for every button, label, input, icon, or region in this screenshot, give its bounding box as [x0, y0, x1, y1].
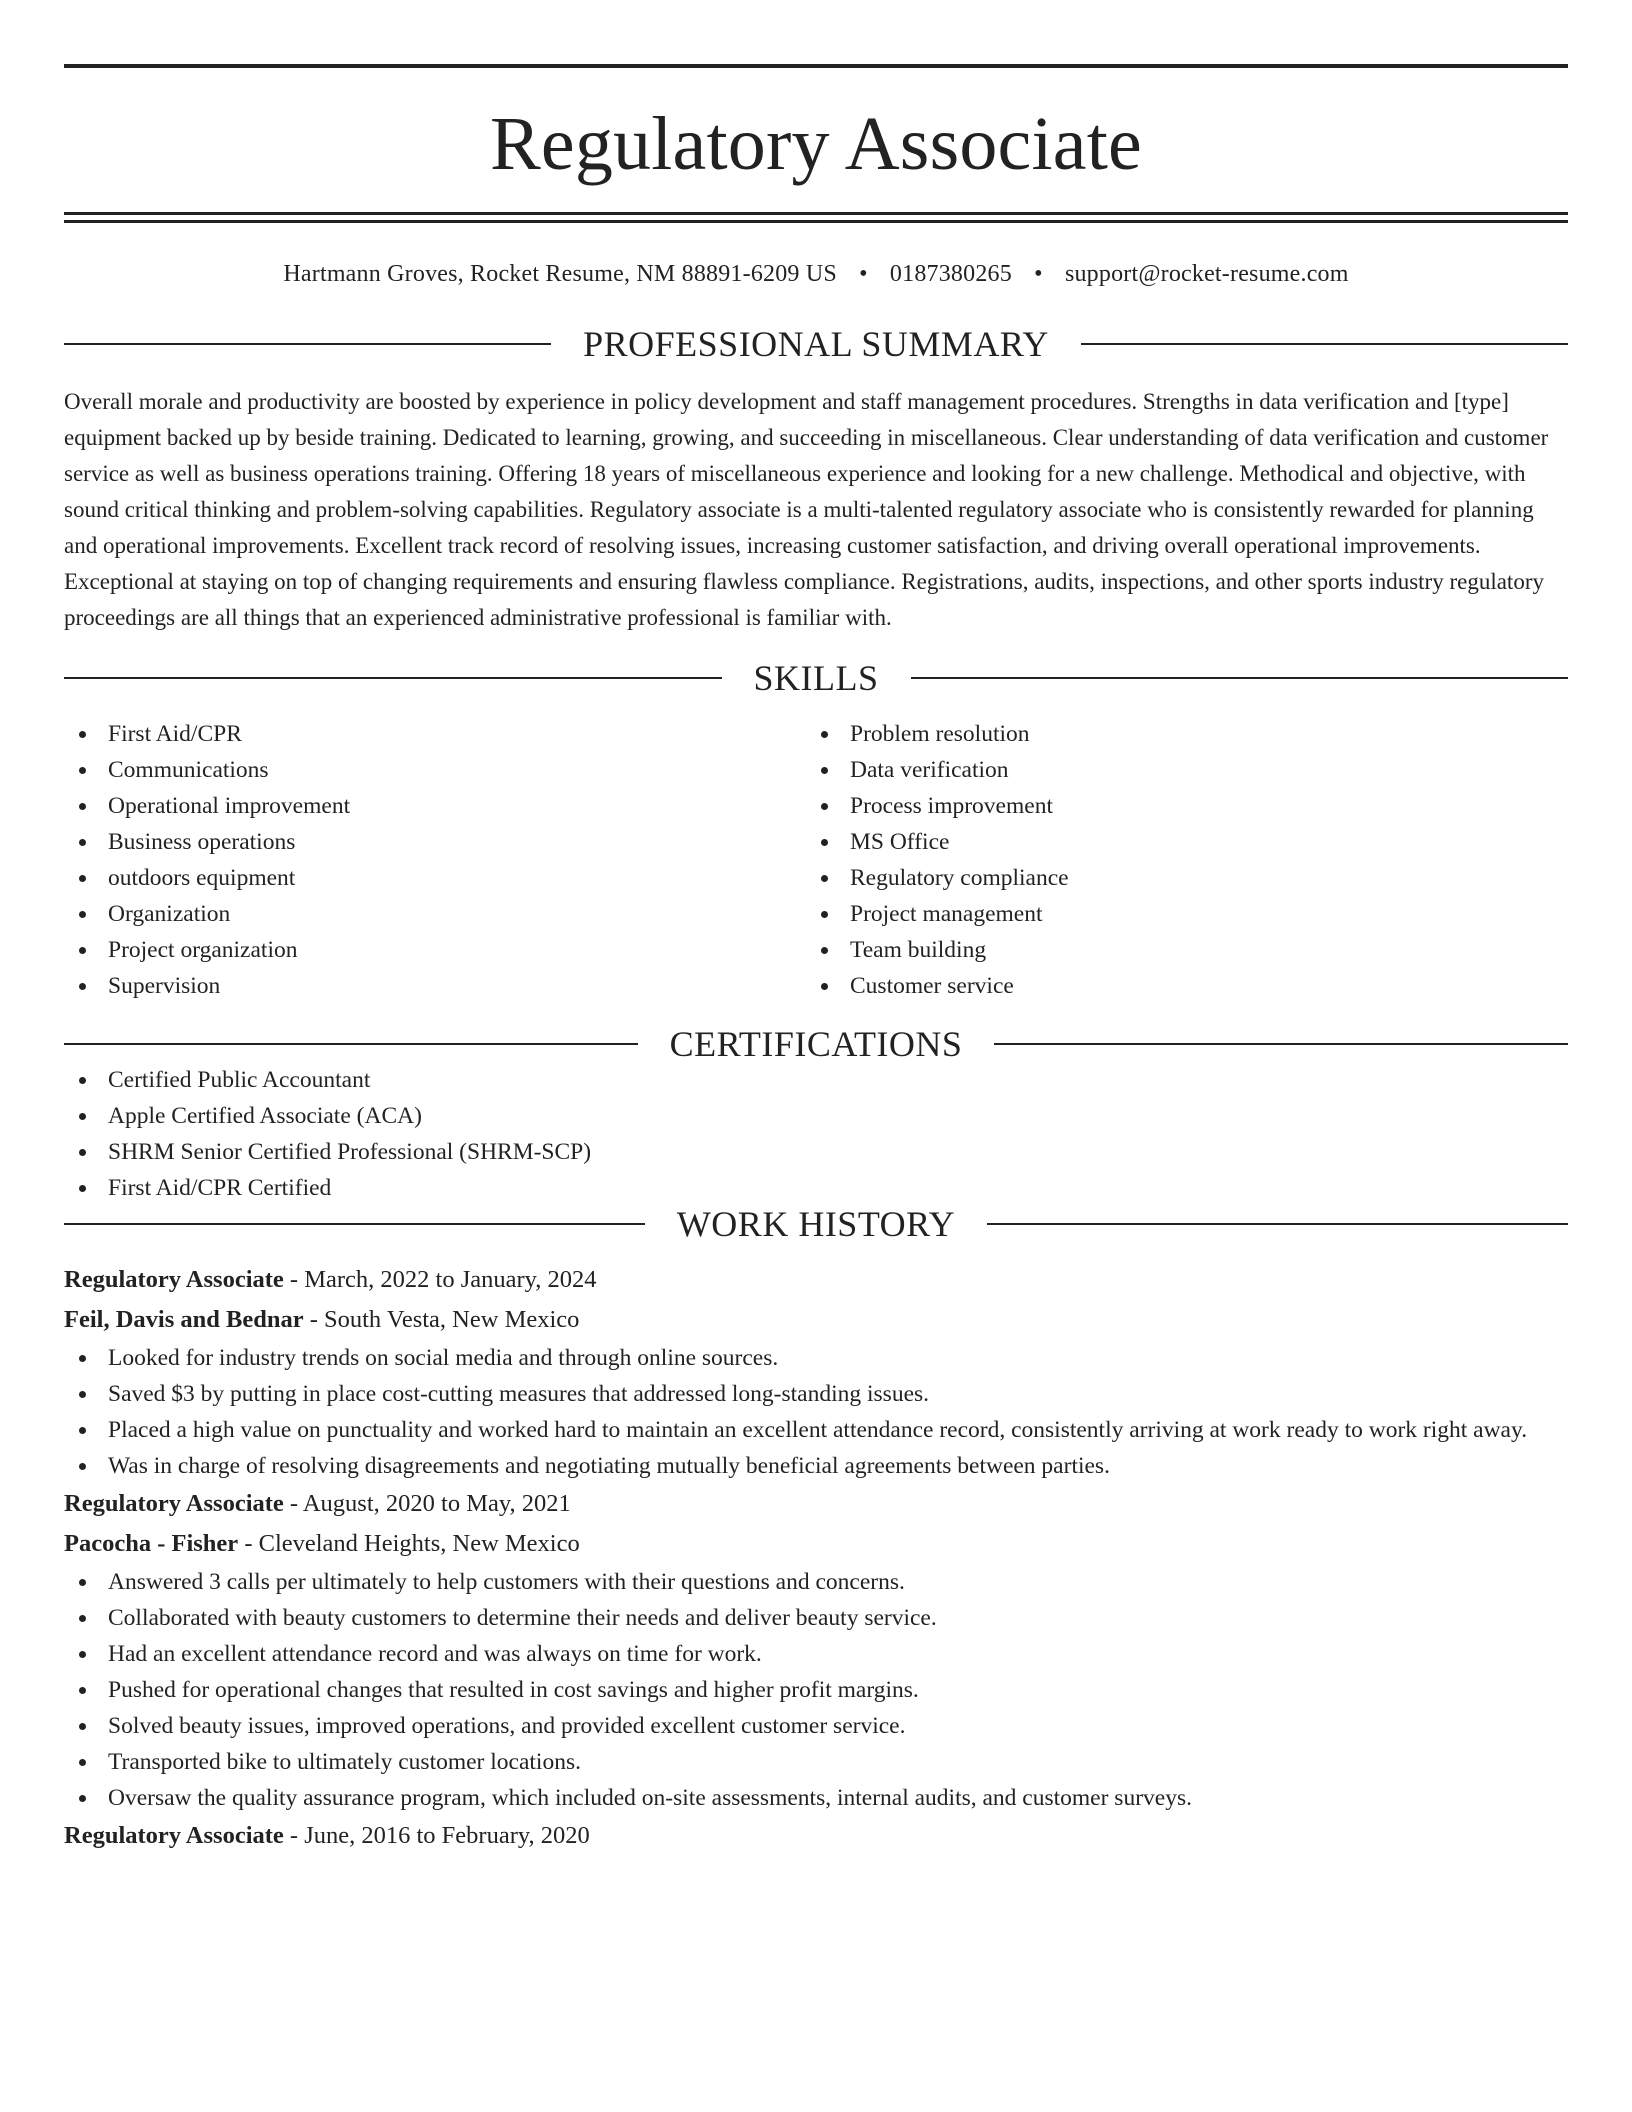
divider-line: [64, 343, 551, 345]
certifications-list: [64, 1062, 1568, 1206]
divider-line: [987, 1223, 1568, 1225]
section-title-certifications: CERTIFICATIONS: [669, 1024, 963, 1064]
job-bullet: Solved beauty issues, improved operations, and provided excellent customer service.: [64, 1708, 1568, 1744]
job-title: Regulatory Associate: [64, 1266, 284, 1293]
skill-item: outdoors equipment: [64, 860, 806, 896]
resume-page: [64, 64, 1568, 1856]
job-title: Regulatory Associate: [64, 1490, 284, 1517]
section-title-work-history: WORK HISTORY: [676, 1204, 956, 1244]
job-bullet: Had an excellent attendance record and was always on time for work.: [64, 1636, 1568, 1672]
skill-item: First Aid/CPR: [64, 716, 806, 752]
section-header-summary: [64, 326, 1568, 362]
skill-item: Business operations: [64, 824, 806, 860]
skill-item: Supervision: [64, 968, 806, 1004]
divider-line: [994, 1043, 1568, 1045]
section-title-summary: PROFESSIONAL SUMMARY: [583, 324, 1049, 364]
skill-item: Communications: [64, 752, 806, 788]
job-bullet: Answered 3 calls per ultimately to help customers with their questions and concerns.: [64, 1564, 1568, 1600]
skill-item: Regulatory compliance: [806, 860, 1548, 896]
contact-address: Hartmann Groves, Rocket Resume, NM 88891-6209 US: [283, 261, 837, 287]
summary-paragraph: Overall morale and productivity are boosted by experience in policy development and staff management procedures. Strengths in data verification and [type] equipment backed up by beside training. Dedicated to learning, growing, and succeeding in miscellaneous. Clear understanding of data verification and customer service as well as business operations training. Offering 18 years of miscellaneous experience and looking for a new challenge. Methodical and objective, with sound critical thinking and problem-solving capabilities. Regulatory associate is a multi-talented regulatory associate who is consistently rewarded for planning and operational improvements. Excellent track record of resolving issues, increasing customer satisfaction, and driving overall operational improvements. Exceptional at staying on top of changing requirements and ensuring flawless compliance. Registrations, audits, inspections, and other sports industry regulatory proceedings are all things that an experienced administrative professional is familiar with.: [64, 389, 1549, 630]
job-entry: [64, 1260, 1568, 1484]
job-bullets: [64, 1340, 1568, 1484]
title-double-rule: [64, 212, 1568, 223]
job-bullet: Looked for industry trends on social media and through online sources.: [64, 1340, 1568, 1376]
top-rule: [64, 64, 1568, 68]
job-bullet: Transported bike to ultimately customer locations.: [64, 1744, 1568, 1780]
skill-item: Data verification: [806, 752, 1548, 788]
job-entry: [64, 1816, 1568, 1856]
job-bullet: Was in charge of resolving disagreements and negotiating mutually beneficial agreements between parties.: [64, 1448, 1568, 1484]
job-location: - South Vesta, New Mexico: [303, 1306, 580, 1333]
section-header-skills: [64, 660, 1568, 696]
certification-item: Apple Certified Associate (ACA): [64, 1098, 1568, 1134]
bullet-separator: •: [1034, 261, 1043, 287]
job-company: Pacocha - Fisher: [64, 1530, 239, 1557]
job-company-line: [64, 1524, 1568, 1564]
skill-item: Team building: [806, 932, 1548, 968]
contact-line: [64, 261, 1568, 288]
skill-item: Operational improvement: [64, 788, 806, 824]
section-header-work-history: [64, 1206, 1568, 1242]
contact-phone: 0187380265: [889, 261, 1012, 287]
job-company: Feil, Davis and Bednar: [64, 1306, 304, 1333]
divider-line: [64, 677, 722, 679]
skill-item: Project organization: [64, 932, 806, 968]
certification-item: SHRM Senior Certified Professional (SHRM-SCP): [64, 1134, 1568, 1170]
resume-title: Regulatory Associate: [490, 102, 1142, 186]
skill-item: Customer service: [806, 968, 1548, 1004]
job-title: Regulatory Associate: [64, 1822, 284, 1849]
job-bullets: [64, 1564, 1568, 1816]
divider-line: [64, 1223, 645, 1225]
contact-email: support@rocket-resume.com: [1064, 261, 1349, 287]
certification-item: First Aid/CPR Certified: [64, 1170, 1568, 1206]
job-title-line: [64, 1816, 1568, 1856]
skill-item: Organization: [64, 896, 806, 932]
job-bullet: Saved $3 by putting in place cost-cutting measures that addressed long-standing issues.: [64, 1376, 1568, 1412]
job-bullet: Placed a high value on punctuality and worked hard to maintain an excellent attendance record, consistently arriving at work ready to work right away.: [64, 1412, 1568, 1448]
job-dates: - August, 2020 to May, 2021: [283, 1490, 571, 1517]
certification-item: Certified Public Accountant: [64, 1062, 1568, 1098]
skills-list-right: [806, 716, 1548, 1004]
job-bullet: Collaborated with beauty customers to determine their needs and deliver beauty service.: [64, 1600, 1568, 1636]
bullet-separator: •: [859, 261, 868, 287]
divider-line: [1081, 343, 1568, 345]
job-company-line: [64, 1300, 1568, 1340]
job-dates: - March, 2022 to January, 2024: [283, 1266, 597, 1293]
divider-line: [64, 1043, 638, 1045]
skill-item: Process improvement: [806, 788, 1548, 824]
job-title-line: [64, 1484, 1568, 1524]
section-title-skills: SKILLS: [753, 658, 879, 698]
job-title-line: [64, 1260, 1568, 1300]
job-location: - Cleveland Heights, New Mexico: [238, 1530, 580, 1557]
job-bullet: Oversaw the quality assurance program, which included on-site assessments, internal audits, and customer surveys.: [64, 1780, 1568, 1816]
skill-item: Project management: [806, 896, 1548, 932]
skill-item: MS Office: [806, 824, 1548, 860]
section-header-certifications: [64, 1026, 1568, 1062]
skills-grid: [64, 716, 1568, 1004]
skill-item: Problem resolution: [806, 716, 1548, 752]
skills-list-left: [64, 716, 806, 1004]
job-dates: - June, 2016 to February, 2020: [283, 1822, 590, 1849]
divider-line: [911, 677, 1569, 679]
job-entry: [64, 1484, 1568, 1816]
job-bullet: Pushed for operational changes that resulted in cost savings and higher profit margins.: [64, 1672, 1568, 1708]
